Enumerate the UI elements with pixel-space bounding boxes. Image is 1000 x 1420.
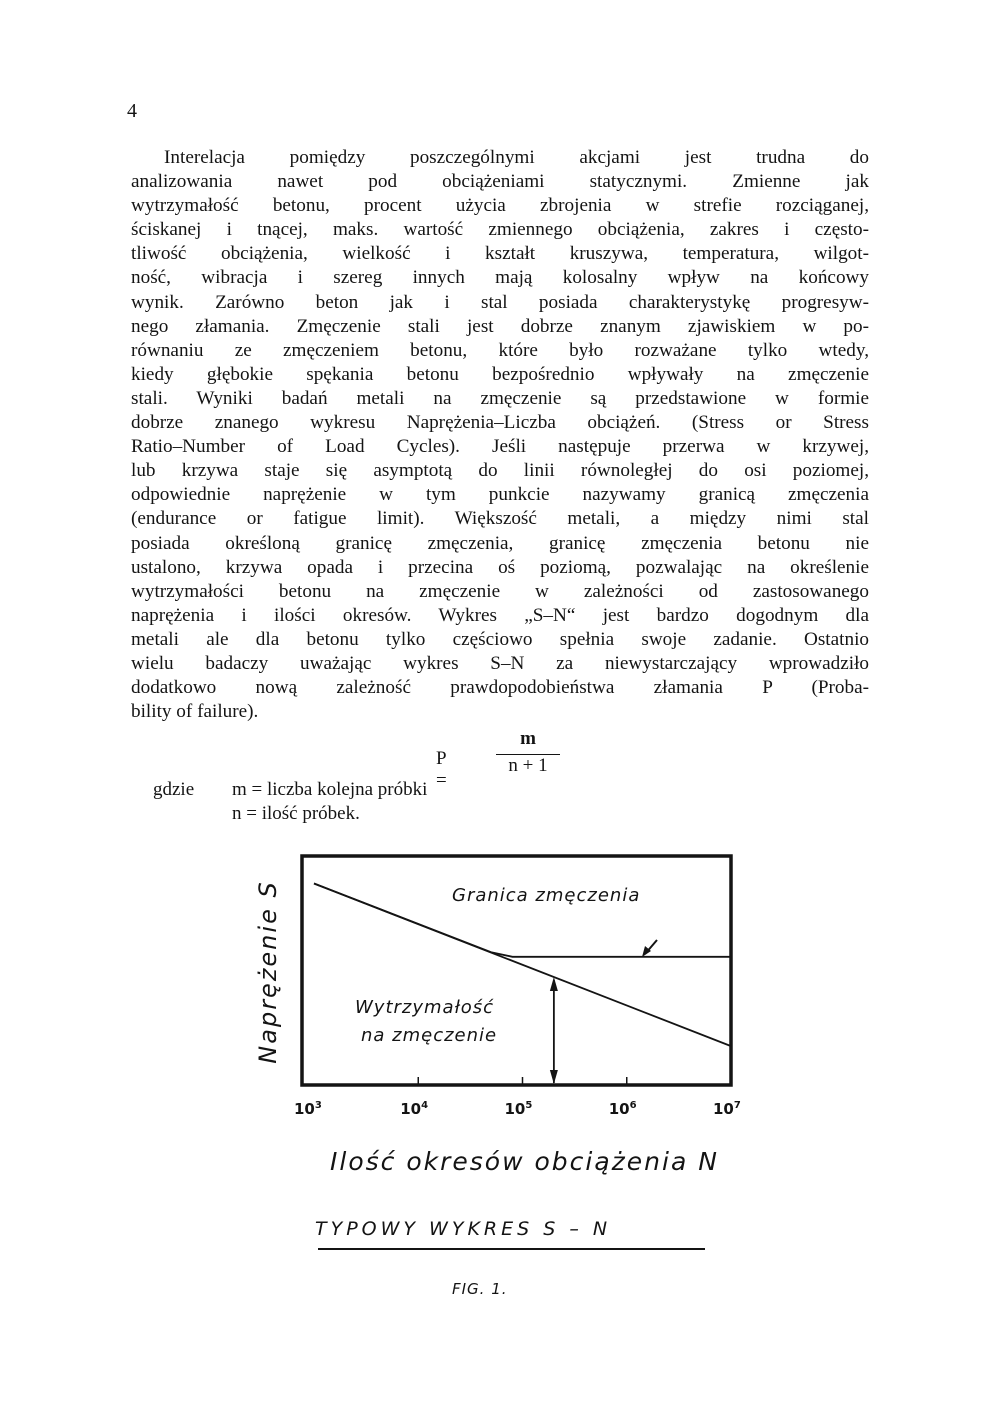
text-line: dobrze znanego wykresu Naprężenia–Liczba obciążeń. (Stress or Stress [131,412,869,434]
text-line: Interelacja pomiędzy poszczególnymi akcjami jest trudna do [164,147,869,168]
text-line: posiada określoną granicę zmęczenia, granicę zmęczenia betonu nie [131,532,869,554]
text-line: naprężenia i ilości okresów. Wykres „S–N“ jest bardzo dogodnym dla [131,604,869,626]
text-line: wynik. Zarówno beton jak i stal posiada charakterystykę progresyw- [131,291,869,313]
tick-base: 10 [400,1100,422,1118]
y-axis-label: Naprężenie S [254,880,282,1064]
text-line: ustalono, krzywa opada i przecina oś poziomą, pozwalając na określenie [131,556,869,578]
x-tick-label [505,1100,533,1118]
chart-title: TYPOWY WYKRES S – N [315,1218,612,1240]
tick-base: 10 [504,1100,526,1118]
text-line: nego złamania. Zmęczenie stali jest dobrze znanym zjawiskiem w po- [131,315,869,337]
fatigue-strength-label-line2: na zmęczenie [361,1025,498,1046]
x-tick-label [400,1100,428,1118]
text-line: dodatkowo nową zależność prawdopodobieństwa złamania P (Proba- [131,677,869,699]
text-line: metali ale dla betonu tylko częściowo spełnia swoje zadanie. Ostatnio [131,628,869,650]
text-line: wytrzymałości betonu na zmęczenie w zależności od zastosowanego [131,580,869,602]
tick-exponent: 4 [421,1100,429,1111]
text-line: stali. Wyniki badań metali na zmęczenie są przedstawione w formie [131,387,869,409]
text-line: wielu badaczy uważając wykres S–N za niewystarczający wprowadziło [131,652,869,674]
fatigue-strength-arrow [550,977,558,1084]
tick-base: 10 [608,1100,630,1118]
text-line: bility of failure). [131,701,259,723]
text-line: wytrzymałość betonu, procent użycia zbrojenia w strefie rozciąganej, [131,195,869,217]
tick-exponent: 5 [525,1100,533,1111]
formula-denominator: n + 1 [508,755,548,776]
tick-exponent: 6 [629,1100,637,1111]
x-tick-label [609,1100,637,1118]
formula-lhs: P = [436,748,447,791]
fatigue-strength-label-line1: Wytrzymałość [355,997,495,1018]
page-number: 4 [127,100,137,122]
figure-label: FIG. 1. [452,1280,508,1298]
formula-numerator: m [520,728,536,749]
text-line: kiedy głębokie spękania betonu bezpośrednio wpływały na zmęczenie [131,363,869,385]
text-line: Ratio–Number of Load Cycles). Jeśli następuje przerwa w krzywej, [131,436,869,458]
tick-exponent: 7 [733,1100,741,1111]
tick-base: 10 [713,1100,734,1118]
endurance-limit-label: Granica zmęczenia [452,885,641,906]
x-tick-label [294,1100,322,1118]
text-line: równaniu ze zmęczeniem betonu, które było rozważane tylko wtedy, [131,339,869,361]
endurance-pointer-arrow [642,940,657,957]
tick-base: 10 [294,1100,315,1118]
where-label: gdzie [153,779,195,800]
definition-m: m = liczba kolejna próbki [232,779,428,800]
text-line: ściskanej i tnącej, maks. wartość zmiennego obciążenia, zakres i często- [131,219,869,241]
text-line: lub krzywa staje się asymptotą do linii równoległej do osi poziomej, [131,460,869,482]
text-line: tliwość obciążenia, wielkość i kształt kruszywa, temperatura, wilgot- [131,243,869,265]
text-line: ność, wibracja i szereg innych mają kolosalny wpływ na końcowy [131,267,869,289]
definition-n: n = ilość próbek. [232,803,360,824]
text-line: (endurance or fatigue limit). Większość metali, a między nimi stal [131,508,869,530]
text-line: analizowania nawet pod obciążeniami statycznymi. Zmienne jak [131,171,869,193]
tick-exponent: 3 [314,1100,322,1111]
title-underline [318,1248,705,1250]
x-axis-label: Ilość okresów obciążenia N [330,1147,719,1176]
text-line: odpowiednie naprężenie w tym punkcie nazywamy granicą zmęczenia [131,484,869,506]
x-tick-label [713,1100,741,1118]
